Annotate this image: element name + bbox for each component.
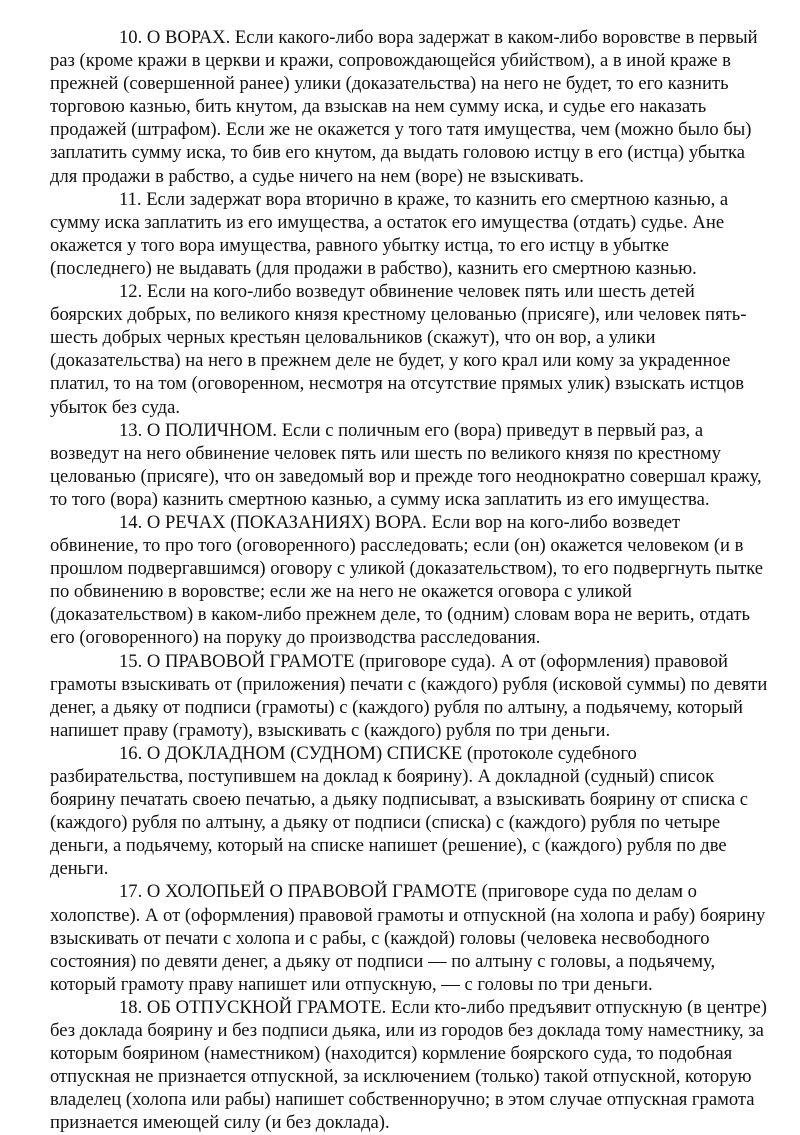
article-18-paragraph: 18. ОБ ОТПУСКНОЙ ГРАМОТЕ. Если кто-либо предъявит отпускную (в центре) без доклада боярину и без подписи дьяка, или из городов без доклада тому наместнику, за которым боярином (наместником) (находится) кормление боярского суда, то подобная отпускная не признается отпускной, за исключением (только) такой отпускной, которую владелец (холопа или рабы) напишет собственноручно; в этом случае отпускная грамота признается имеющей силу (и без доклада). [50,996,767,1134]
article-15-paragraph: 15. О ПРАВОВОЙ ГРАМОТЕ (приговоре суда). А от (оформления) правовой грамоты взыскивать от (приложения) печати с (каждого) рубля (исковой суммы) по девяти денег, а дьяку от подписи (грамоты) с (каждого) рубля по алтыну, а подьячему, который напишет праву (грамоту), взыскивать с (каждого) рубля по три деньги. [50,650,768,741]
article-12-paragraph: 12. Если на кого-либо возведут обвинение человек пять или шесть детей боярских добрых, по великого князя крестному целованью (присяге), или человек пять-шесть добрых черных крестьян целовальников (скажут), что он вор, а улики (доказательства) на него в прежнем деле не будет, у кого крал или кому за украденное платил, то на том (оговоренном, несмотря на отсутствие прямых улик) взыскать истцов убыток без суда. [50,281,747,418]
article-17-paragraph: 17. О ХОЛОПЬЕЙ О ПРАВОВОЙ ГРАМОТЕ (приговоре суда по делам о холопстве). А от (оформления) правовой грамоты и отпускной (на холопа и рабу) боярину взыскивать от печати с холопа и с рабы, с (каждой) головы (человека несвободного состояния) по девяти денег, а дьяку от подписи — по алтыну с головы, а подьячему, который грамоту праву напишет или отпускную, — с головы по три деньги. [50,881,766,995]
article-11-paragraph: 11. Если задержат вора вторично в краже, то казнить его смертною казнью, а сумму иска заплатить из его имущества, а остаток его имущества (отдать) судье. Ане окажется у того вора имущества, равного убытку истца, то его истцу в убытке (последнего) не выдавать (для продажи в рабство), казнить его смертною казнью. [50,188,729,279]
article-10-paragraph: 10. О ВОРАХ. Если какого-либо вора задержат в каком-либо воровстве в первый раз (кроме кражи в церкви и кражи, сопровождающейся убийством), а в иной краже в прежней (совершенной ранее) улики (доказательства) на него не будет, то его казнить торговою казнью, бить кнутом, да взыскав на нем сумму иска, и судье его наказать продажей (штрафом). Если же не окажется у того татя имущества, чем (можно было бы) заплатить сумму иска, то бив его кнутом, да выдать головою истцу в его (истца) убытка для продажи в рабство, а судье ничего на нем (воре) не взыскивать. [50,27,758,187]
article-14-paragraph: 14. О РЕЧАХ (ПОКАЗАНИЯХ) ВОРА. Если вор на кого-либо возведет обвинение, то про того (оговоренного) расследовать; если (он) окажется человеком (и в прошлом подвергавшимся) оговору с уликой (доказательством), то его подвергнуть пытке по обвинению в воровстве; если же на него не окажется оговора с уликой (доказательством) в каком-либо прежнем деле, то (одним) словам вора не верить, отдать его (оговоренного) на поруку до производства расследования. [50,511,764,649]
article-16-paragraph: 16. О ДОКЛАДНОМ (СУДНОМ) СПИСКЕ (протоколе судебного разбирательства, поступившем на доклад к боярину). А докладной (судный) список боярину печатать своею печатью, а дьяку подписыват, а взыскивать боярину от списка с (каждого) рубля по алтыну, а дьяку от подписи (списка) с (каждого) рубля по четыре деньги, а подьячему, который на списке напишет (решение), с (каждого) рубля по две деньги. [50,742,749,880]
article-13-paragraph: 13. О ПОЛИЧНОМ. Если с поличным его (вора) приведут в первый раз, а возведут на него обвинение человек пять или шесть по великого князя по крестному целованью (присяге), что он заведомый вор и прежде того неоднократно совершал кражу, то того (вора) казнить смертною казнью, а сумму иска заплатить из его имущества. [50,419,762,510]
document-page [50,26,768,1135]
